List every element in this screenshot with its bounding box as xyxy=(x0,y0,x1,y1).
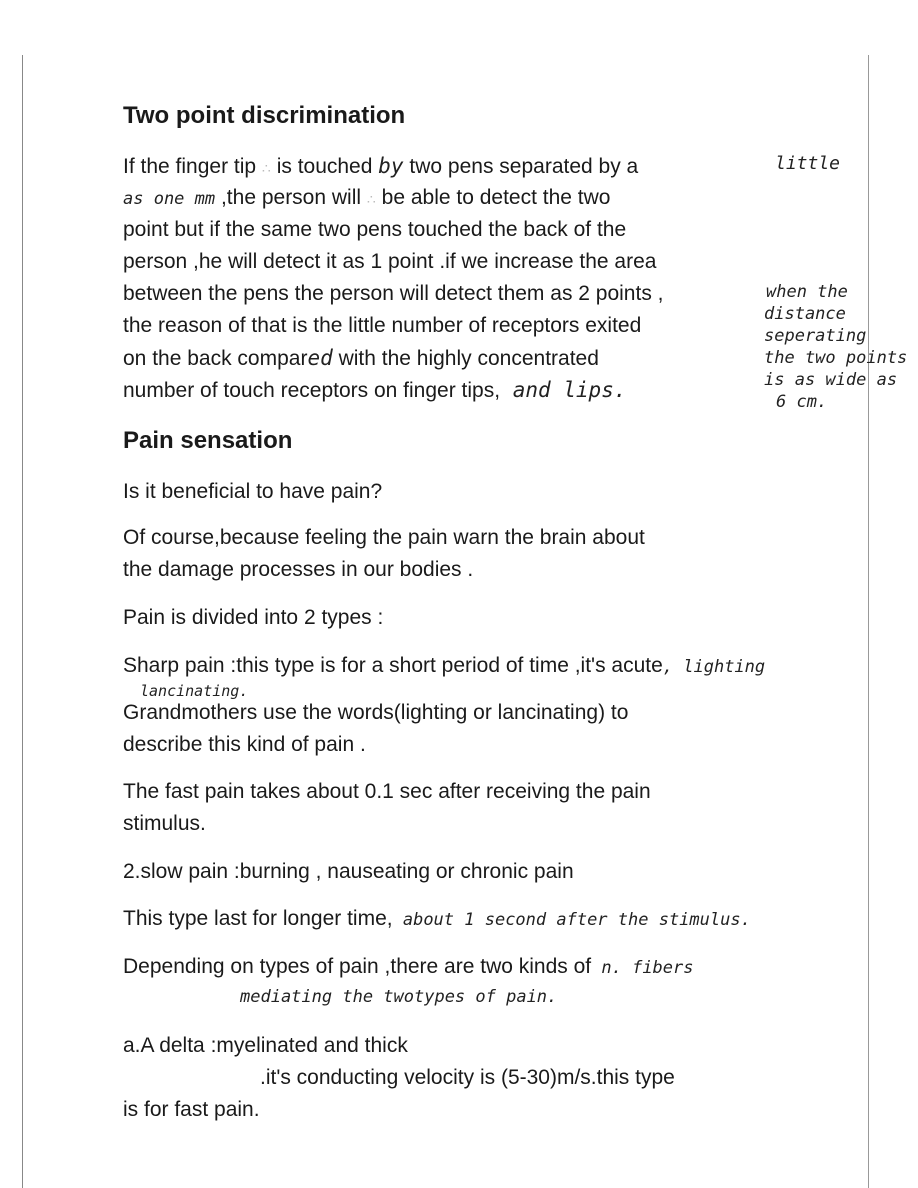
text-line: between the pens the person will detect them as 2 points , xyxy=(123,282,664,305)
smudge-mark: ∴ xyxy=(366,191,376,207)
text-line: point but if the same two pens touched the back of the xyxy=(123,218,627,241)
heading-two-point-discrimination: Two point discrimination xyxy=(123,102,406,129)
page-border-right xyxy=(868,55,869,1188)
text-span: is touched xyxy=(276,155,373,178)
handwritten-insert: n. fibers xyxy=(591,958,694,978)
text-line: The fast pain takes about 0.1 sec after receiving the pain xyxy=(123,780,651,803)
text-line: the reason of that is the little number of receptors exited xyxy=(123,314,642,337)
paragraph-types: Pain is divided into 2 types : xyxy=(123,606,384,629)
paragraph-last xyxy=(123,903,751,936)
note-line: seperating xyxy=(764,326,867,346)
text-span: If the finger tip xyxy=(123,155,257,178)
text-span: on the back compar xyxy=(123,347,308,370)
note-line: distance xyxy=(764,304,846,324)
text-line: Of course,because feeling the pain warn the brain about xyxy=(123,526,645,549)
text-line xyxy=(123,374,664,406)
paragraph-sharp-pain xyxy=(123,650,765,682)
text-span: be able to detect the two xyxy=(381,186,611,209)
heading-pain-sensation: Pain sensation xyxy=(123,427,293,454)
text-span: Depending on types of pain ,there are two kinds of xyxy=(123,955,592,978)
handwritten-insert: , lighting xyxy=(662,657,766,677)
handwritten-lancinating: lancinating. xyxy=(140,682,249,700)
text-span: two pens separated by a xyxy=(409,155,639,178)
paragraph-two-point xyxy=(123,150,664,406)
paragraph-depending xyxy=(123,951,694,983)
text-line xyxy=(123,150,664,182)
question-pain: Is it beneficial to have pain? xyxy=(123,480,383,503)
paragraph-a-delta xyxy=(123,1030,675,1126)
text-line xyxy=(123,342,664,374)
text-line xyxy=(123,951,694,983)
note-line: is as wide as xyxy=(764,370,898,390)
text-line: .it's conducting velocity is (5-30)m/s.this type xyxy=(260,1066,675,1089)
smudge-mark: ∴ xyxy=(261,160,271,176)
note-line: 6 cm. xyxy=(776,392,828,412)
handwritten-insert: about 1 second after the stimulus. xyxy=(392,910,751,930)
text-span: ,the person will xyxy=(220,186,362,209)
text-span: with the highly concentrated xyxy=(332,347,599,370)
handwritten-insert: and lips. xyxy=(500,378,627,402)
handwritten-side-note xyxy=(764,281,907,413)
handwritten-mediating: mediating the twotypes of pain. xyxy=(240,987,558,1007)
note-line: when the xyxy=(766,282,848,302)
handwritten-insert: by xyxy=(378,154,404,178)
handwritten-note-little: little xyxy=(775,153,841,174)
text-line xyxy=(123,182,664,214)
paragraph-fast-pain xyxy=(123,776,651,840)
text-line: is for fast pain. xyxy=(123,1098,260,1121)
text-line: person ,he will detect it as 1 point .if we increase the area xyxy=(123,250,657,273)
handwritten-insert: ed xyxy=(307,346,333,370)
text-line xyxy=(123,650,765,682)
page-border-left xyxy=(22,55,23,1188)
text-line: stimulus. xyxy=(123,812,206,835)
handwritten-insert: as one mm xyxy=(123,189,216,209)
text-line: describe this kind of pain . xyxy=(123,733,366,756)
paragraph-slow-pain: 2.slow pain :burning , nauseating or chronic pain xyxy=(123,860,574,883)
text-line: a.A delta :myelinated and thick xyxy=(123,1034,408,1057)
text-span: This type last for longer time, xyxy=(123,907,393,930)
text-span: Sharp pain :this type is for a short period of time ,it's acute xyxy=(123,654,663,677)
paragraph-grandmothers xyxy=(123,697,628,761)
text-span: number of touch receptors on finger tips, xyxy=(123,379,501,402)
note-line: the two points xyxy=(764,348,908,368)
text-line: the damage processes in our bodies . xyxy=(123,558,474,581)
text-line: Grandmothers use the words(lighting or lancinating) to xyxy=(123,701,629,724)
paragraph-answer xyxy=(123,522,645,586)
